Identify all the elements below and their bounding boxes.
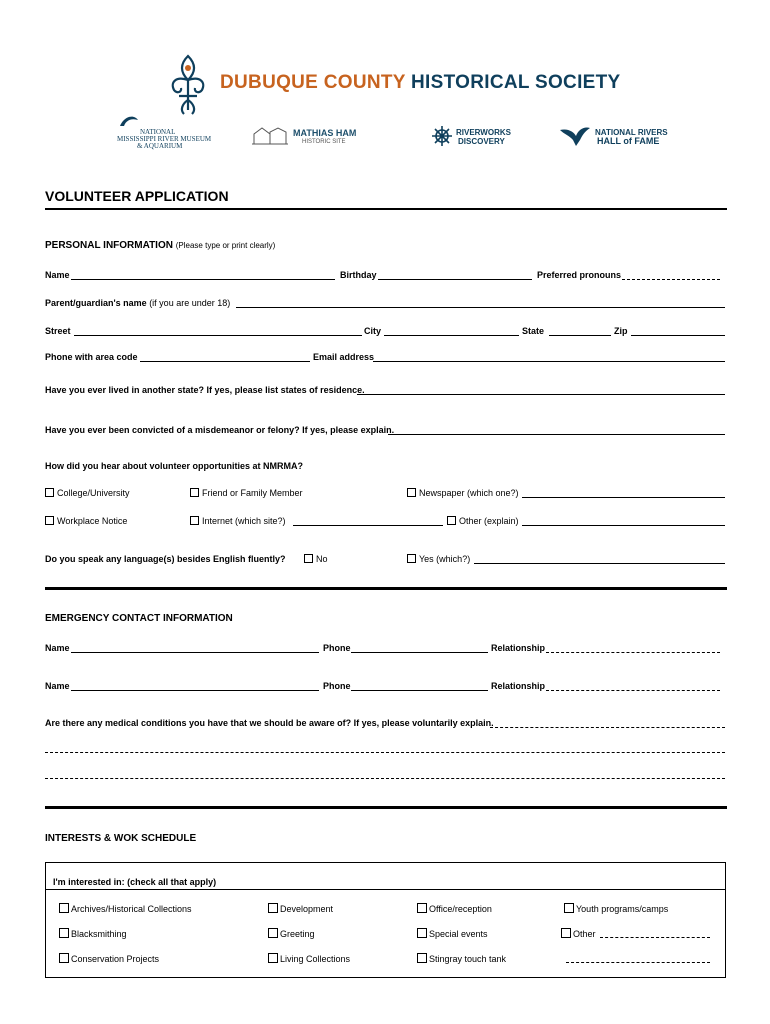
hear-question: How did you hear about volunteer opportunities at NMRMA?: [45, 461, 303, 471]
option-friend[interactable]: Friend or Family Member: [190, 488, 303, 499]
state-field[interactable]: [549, 326, 611, 336]
name-field[interactable]: [71, 270, 335, 280]
fleur-de-lis-logo-icon: [166, 52, 210, 118]
emergency-relationship-label-1: Relationship: [491, 643, 546, 653]
checkbox-icon: [417, 903, 427, 913]
interests-box-divider: [46, 889, 725, 890]
medical-field-line-2[interactable]: [45, 743, 725, 753]
checkbox-icon: [190, 516, 199, 525]
checkbox-icon: [45, 488, 54, 497]
title-divider: [45, 208, 727, 210]
house-icon: [250, 124, 290, 146]
museum-swoosh-icon: [118, 114, 140, 130]
checkbox-icon: [45, 516, 54, 525]
language-field[interactable]: [474, 554, 725, 564]
newspaper-field[interactable]: [522, 488, 725, 498]
interest-conservation[interactable]: Conservation Projects: [59, 953, 159, 965]
interest-blacksmithing[interactable]: Blacksmithing: [59, 928, 127, 940]
interest-archives[interactable]: Archives/Historical Collections: [59, 903, 192, 915]
checkbox-icon: [407, 488, 416, 497]
pronouns-label: Preferred pronouns: [537, 270, 622, 280]
rivers-logo-line2: HALL of FAME: [597, 136, 660, 146]
interest-development[interactable]: Development: [268, 903, 333, 915]
parent-label: Parent/guardian's name (if you are under 18): [45, 298, 231, 308]
convicted-question: Have you ever been convicted of a misdemeanor or felony? If yes, please explain.: [45, 425, 395, 435]
birthday-label: Birthday: [340, 270, 377, 280]
museum-logo-line3: & AQUARIUM: [137, 142, 183, 150]
city-label: City: [364, 326, 382, 336]
checkbox-icon: [190, 488, 199, 497]
medical-field[interactable]: [490, 718, 725, 728]
checkbox-icon: [59, 928, 69, 938]
checkbox-icon: [59, 953, 69, 963]
checkbox-icon: [564, 903, 574, 913]
email-field[interactable]: [373, 352, 725, 362]
emergency-phone-label-2: Phone: [323, 681, 351, 691]
rivers-logo-line1: NATIONAL RIVERS: [595, 128, 668, 137]
checkbox-icon: [417, 953, 427, 963]
emergency-heading: EMERGENCY CONTACT INFORMATION: [45, 613, 233, 624]
interest-office[interactable]: Office/reception: [417, 903, 492, 915]
checkbox-icon: [447, 516, 456, 525]
other-state-question: Have you ever lived in another state? If yes, please list states of residence.: [45, 385, 365, 395]
option-other[interactable]: Other (explain): [447, 516, 519, 527]
ship-wheel-icon: [431, 125, 453, 147]
eagle-icon: [558, 124, 592, 148]
phone-label: Phone with area code: [45, 352, 138, 362]
emergency-name-label-1: Name: [45, 643, 70, 653]
zip-field[interactable]: [631, 326, 725, 336]
option-workplace[interactable]: Workplace Notice: [45, 516, 127, 527]
internet-field[interactable]: [293, 516, 443, 526]
section-divider: [45, 806, 727, 809]
state-label: State: [522, 326, 545, 336]
emergency-relationship-field-1[interactable]: [546, 643, 720, 653]
personal-info-note: (Please type or print clearly): [175, 241, 276, 250]
email-label: Email address: [313, 352, 375, 362]
name-label: Name: [45, 270, 70, 280]
medical-question: Are there any medical conditions you have that we should be aware of? If yes, please voluntarily explain.: [45, 718, 494, 728]
emergency-relationship-label-2: Relationship: [491, 681, 546, 691]
checkbox-icon: [561, 928, 571, 938]
emergency-phone-field-1[interactable]: [351, 643, 488, 653]
emergency-name-field-2[interactable]: [71, 681, 319, 691]
medical-field-line-3[interactable]: [45, 769, 725, 779]
emergency-relationship-field-2[interactable]: [546, 681, 720, 691]
interest-living-collections[interactable]: Living Collections: [268, 953, 350, 965]
page-title: VOLUNTEER APPLICATION: [45, 188, 229, 204]
interest-other[interactable]: Other: [561, 928, 596, 940]
interest-special-events[interactable]: Special events: [417, 928, 488, 940]
personal-info-heading: PERSONAL INFORMATION (Please type or print clearly): [45, 240, 276, 251]
language-yes-option[interactable]: Yes (which?): [407, 554, 470, 565]
mathias-ham-logo-line1: MATHIAS HAM: [293, 128, 357, 138]
checkbox-icon: [268, 953, 278, 963]
parent-field[interactable]: [236, 298, 725, 308]
phone-field[interactable]: [140, 352, 310, 362]
checkbox-icon: [407, 554, 416, 563]
language-no-option[interactable]: No: [304, 554, 328, 565]
interests-box-title: I'm interested in: (check all that apply): [53, 877, 217, 887]
city-field[interactable]: [384, 326, 519, 336]
interest-other-field[interactable]: [600, 928, 710, 938]
interest-extra-field[interactable]: [566, 953, 710, 963]
emergency-name-label-2: Name: [45, 681, 70, 691]
checkbox-icon: [268, 903, 278, 913]
riverworks-logo-line1: RIVERWORKS: [456, 128, 511, 137]
checkbox-icon: [59, 903, 69, 913]
interests-heading: INTERESTS & WOK SCHEDULE: [45, 833, 197, 844]
street-field[interactable]: [74, 326, 362, 336]
interest-stingray[interactable]: Stingray touch tank: [417, 953, 506, 965]
mathias-ham-logo-line2: HISTORIC SITE: [302, 139, 346, 145]
street-label: Street: [45, 326, 71, 336]
birthday-field[interactable]: [378, 270, 532, 280]
option-internet[interactable]: Internet (which site?): [190, 516, 286, 527]
interest-greeting[interactable]: Greeting: [268, 928, 315, 940]
pronouns-field[interactable]: [622, 270, 720, 280]
other-state-field[interactable]: [357, 385, 725, 395]
other-explain-field[interactable]: [522, 516, 725, 526]
organization-title-part1: DUBUQUE COUNTY: [220, 72, 411, 93]
zip-label: Zip: [614, 326, 628, 336]
checkbox-icon: [417, 928, 427, 938]
checkbox-icon: [304, 554, 313, 563]
section-divider: [45, 587, 727, 590]
language-question: Do you speak any language(s) besides English fluently?: [45, 554, 286, 564]
checkbox-icon: [268, 928, 278, 938]
organization-title: [220, 72, 621, 94]
museum-logo-line1: NATIONAL: [140, 128, 176, 136]
emergency-name-field-1[interactable]: [71, 643, 319, 653]
convicted-field[interactable]: [388, 425, 725, 435]
option-newspaper[interactable]: Newspaper (which one?): [407, 488, 519, 499]
emergency-phone-label-1: Phone: [323, 643, 351, 653]
emergency-phone-field-2[interactable]: [351, 681, 488, 691]
parent-note: (if you are under 18): [149, 298, 231, 308]
organization-title-part2: HISTORICAL SOCIETY: [411, 72, 621, 93]
museum-logo-line2: MISSISSIPPI RIVER MUSEUM: [117, 135, 212, 143]
riverworks-logo-line2: DISCOVERY: [458, 137, 505, 146]
option-college[interactable]: College/University: [45, 488, 130, 499]
interest-youth[interactable]: Youth programs/camps: [564, 903, 668, 915]
